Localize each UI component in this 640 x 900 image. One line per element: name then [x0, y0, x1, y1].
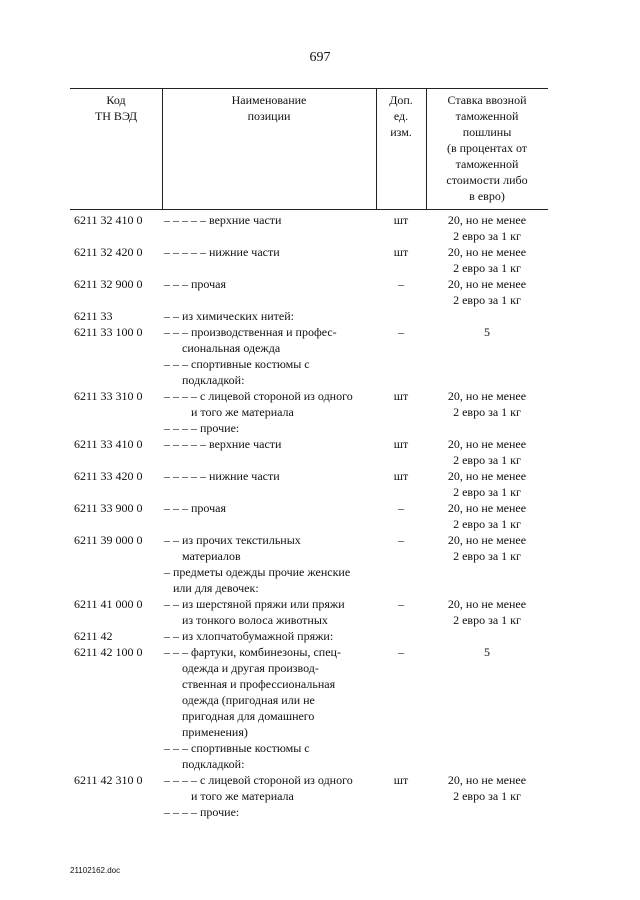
row-code: 6211 33 100 0	[74, 325, 143, 339]
row-duty-rate-line: 20, но не менее	[447, 277, 527, 291]
row-description	[164, 244, 374, 260]
row-description-line: подкладкой:	[164, 757, 245, 771]
row-duty-rate-line: 2 евро за 1 кг	[453, 613, 521, 627]
row-duty-rate-line: 2 евро за 1 кг	[453, 405, 521, 419]
row-description-line: – – – спортивные костюмы с	[164, 357, 310, 371]
tariff-table	[70, 88, 548, 820]
row-code: 6211 32 410 0	[74, 213, 143, 227]
row-description	[164, 500, 374, 516]
row-code: 6211 33 310 0	[74, 389, 143, 403]
row-duty-rate	[426, 436, 548, 468]
table-row	[70, 564, 548, 596]
row-description-line: – – – фартуки, комбинезоны, спец-	[164, 645, 341, 659]
row-unit: шт	[393, 213, 409, 227]
row-unit: шт	[393, 245, 409, 259]
row-description-line: одежда и другая производ-	[164, 661, 319, 675]
table-row	[70, 772, 548, 804]
row-description	[164, 308, 374, 324]
row-description-line: ственная и профессиональная	[164, 677, 336, 691]
row-description	[164, 212, 374, 228]
row-duty-rate-line: 20, но не менее	[447, 501, 527, 515]
row-duty-rate-line: 20, но не менее	[447, 213, 527, 227]
row-description-line: и того же материала	[164, 405, 294, 419]
row-code: 6211 42	[74, 629, 113, 643]
row-description-line: подкладкой:	[164, 373, 245, 387]
row-description-line: – – из хлопчатобумажной пряжи:	[164, 629, 334, 643]
row-description-line: пригодная для домашнего	[164, 709, 315, 723]
row-description	[164, 644, 374, 740]
row-description	[164, 324, 374, 356]
row-description-line: – – – – с лицевой стороной из одного	[164, 389, 353, 403]
row-unit: –	[398, 597, 404, 611]
row-description-line: применения)	[164, 725, 248, 739]
row-code: 6211 33 410 0	[74, 437, 143, 451]
table-row	[70, 740, 548, 772]
row-description-line: – – – прочая	[164, 501, 226, 515]
row-description-line: – – – – – верхние части	[164, 213, 282, 227]
row-description-line: – – – – с лицевой стороной из одного	[164, 773, 353, 787]
row-duty-rate-line: 20, но не менее	[447, 245, 527, 259]
page-number: 697	[309, 50, 331, 65]
header-name: Наименование позиции	[231, 93, 307, 123]
row-description	[164, 532, 374, 564]
table-row	[70, 244, 548, 276]
row-description-line: – – – – – нижние части	[164, 245, 280, 259]
row-description-line: – – из шерстяной пряжи или пряжи	[164, 597, 345, 611]
header-rate: Ставка ввозной таможенной пошлины (в процентах от таможенной стоимости либо в евро)	[446, 93, 528, 203]
footer-filename: 21102162.doc	[70, 866, 121, 875]
row-description-line: – – – – – верхние части	[164, 437, 282, 451]
row-description	[164, 468, 374, 484]
row-unit: шт	[393, 437, 409, 451]
row-description	[164, 276, 374, 292]
row-description	[164, 388, 374, 420]
row-description-line: – – из химических нитей:	[164, 309, 295, 323]
row-code: 6211 42 310 0	[74, 773, 143, 787]
row-duty-rate-line: 5	[484, 325, 490, 339]
row-duty-rate-line: 2 евро за 1 кг	[453, 517, 521, 531]
row-duty-rate-line: 20, но не менее	[447, 469, 527, 483]
row-duty-rate	[426, 532, 548, 564]
table-row	[70, 500, 548, 532]
row-description-line: – – – – – нижние части	[164, 469, 280, 483]
row-unit: –	[398, 501, 404, 515]
row-duty-rate	[426, 276, 548, 308]
row-description-line: – – – – прочие:	[164, 421, 240, 435]
row-unit: шт	[393, 773, 409, 787]
row-code: 6211 32 420 0	[74, 245, 143, 259]
row-duty-rate-line: 20, но не менее	[447, 597, 527, 611]
row-description	[164, 564, 374, 596]
row-description-line: и того же материала	[164, 789, 294, 803]
row-unit: шт	[393, 469, 409, 483]
row-description-line: – – – спортивные костюмы с	[164, 741, 310, 755]
row-unit: –	[398, 533, 404, 547]
row-code: 6211 33 900 0	[74, 501, 143, 515]
row-duty-rate-line: 2 евро за 1 кг	[453, 261, 521, 275]
row-description	[164, 772, 374, 804]
row-code: 6211 39 000 0	[74, 533, 143, 547]
row-duty-rate	[426, 772, 548, 804]
table-body	[70, 212, 548, 820]
row-description	[164, 420, 374, 436]
table-row	[70, 596, 548, 628]
header-code: Код ТН ВЭД	[94, 93, 138, 123]
row-description-line: – предметы одежды прочие женские	[164, 565, 351, 579]
row-duty-rate-line: 20, но не менее	[447, 389, 527, 403]
row-description-line: одежда (пригодная или не	[164, 693, 315, 707]
row-unit: –	[398, 645, 404, 659]
row-duty-rate	[426, 644, 548, 660]
row-duty-rate-line: 2 евро за 1 кг	[453, 485, 521, 499]
row-duty-rate	[426, 388, 548, 420]
row-description-line: или для девочек:	[164, 581, 259, 595]
row-description-line: – – – производственная и профес-	[164, 325, 337, 339]
row-duty-rate	[426, 212, 548, 244]
row-description-line: материалов	[164, 549, 241, 563]
table-header	[70, 88, 548, 210]
row-duty-rate	[426, 324, 548, 340]
table-row	[70, 468, 548, 500]
row-description-line: – – – прочая	[164, 277, 226, 291]
header-unit: Доп. ед. изм.	[389, 93, 413, 139]
row-duty-rate-line: 5	[484, 645, 490, 659]
row-duty-rate	[426, 500, 548, 532]
row-unit: шт	[393, 389, 409, 403]
row-duty-rate	[426, 244, 548, 276]
row-code: 6211 32 900 0	[74, 277, 143, 291]
row-duty-rate-line: 2 евро за 1 кг	[453, 549, 521, 563]
row-description	[164, 596, 374, 628]
table-row	[70, 356, 548, 388]
row-duty-rate-line: 20, но не менее	[447, 533, 527, 547]
row-unit: –	[398, 277, 404, 291]
table-row	[70, 644, 548, 740]
row-description	[164, 740, 374, 772]
row-description	[164, 628, 374, 644]
row-duty-rate-line: 2 евро за 1 кг	[453, 789, 521, 803]
row-duty-rate	[426, 468, 548, 500]
row-description	[164, 804, 374, 820]
table-row	[70, 308, 548, 324]
row-duty-rate	[426, 596, 548, 628]
row-unit: –	[398, 325, 404, 339]
table-row	[70, 804, 548, 820]
row-description	[164, 356, 374, 388]
table-row	[70, 324, 548, 356]
row-code: 6211 33 420 0	[74, 469, 143, 483]
row-duty-rate-line: 2 евро за 1 кг	[453, 453, 521, 467]
row-description-line: – – – – прочие:	[164, 805, 240, 819]
row-description-line: – – из прочих текстильных	[164, 533, 301, 547]
row-description	[164, 436, 374, 452]
table-row	[70, 436, 548, 468]
table-row	[70, 628, 548, 644]
row-duty-rate-line: 2 евро за 1 кг	[453, 229, 521, 243]
row-code: 6211 33	[74, 309, 113, 323]
table-row	[70, 420, 548, 436]
row-duty-rate-line: 2 евро за 1 кг	[453, 293, 521, 307]
row-duty-rate-line: 20, но не менее	[447, 773, 527, 787]
row-code: 6211 42 100 0	[74, 645, 143, 659]
row-duty-rate-line: 20, но не менее	[447, 437, 527, 451]
row-description-line: из тонкого волоса животных	[164, 613, 328, 627]
table-row	[70, 388, 548, 420]
row-code: 6211 41 000 0	[74, 597, 143, 611]
table-row	[70, 276, 548, 308]
row-description-line: сиональная одежда	[164, 341, 281, 355]
table-row	[70, 532, 548, 564]
table-row	[70, 212, 548, 244]
